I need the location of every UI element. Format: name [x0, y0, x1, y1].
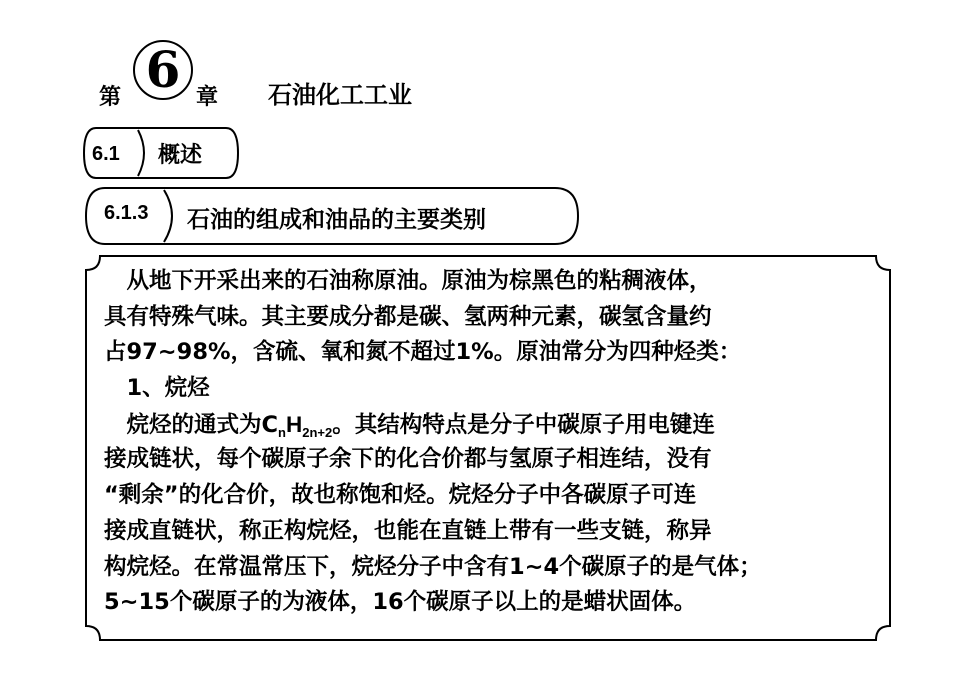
formula-subscript-n: n: [278, 424, 286, 440]
formula-suffix: 。其结构特点是分子中碳原子用电键连: [332, 411, 715, 438]
body-line-5: [104, 407, 904, 443]
body-line-7: “剩余”的化合价，故也称饱和烃。烷烃分子中各碳原子可连: [104, 482, 697, 509]
body-line-6: 接成链状，每个碳原子余下的化合价都与氢原子相连结，没有: [104, 446, 712, 473]
section-number: 6.1: [92, 143, 120, 165]
chapter-prefix: 第: [99, 85, 122, 110]
formula-subscript-2n2: 2n+2: [302, 424, 333, 440]
formula-hydrogen: H: [285, 411, 303, 437]
body-paragraphs: [104, 264, 904, 621]
body-line-9: 构烷烃。在常温常压下，烷烃分子中含有1~4个碳原子的是气体；: [104, 553, 762, 580]
body-line-8: 接成直链状，称正构烷烃，也能在直链上带有一些支链，称异: [104, 517, 712, 544]
chapter-number: 6: [145, 40, 181, 99]
section-number-divider: [138, 130, 144, 176]
chapter-number-circle: [133, 40, 193, 100]
body-line-1: 从地下开采出来的石油称原油。原油为棕黑色的粘稠液体，: [104, 268, 712, 294]
subsection-number-divider: [164, 190, 172, 242]
chapter-suffix: 章: [196, 85, 219, 110]
formula-prefix: 烷烃的通式为C: [104, 411, 279, 438]
body-line-4: 1、烷烃: [104, 375, 210, 402]
chapter-title: 石油化工工业: [268, 81, 412, 109]
body-line-10: 5~15个碳原子的为液体，16个碳原子以上的是蜡状固体。: [104, 589, 697, 616]
body-line-2: 具有特殊气味。其主要成分都是碳、氢两种元素，碳氢含量约: [104, 303, 712, 330]
body-line-3: 占97~98%，含硫、氧和氮不超过1%。原油常分为四种烃类：: [104, 339, 742, 366]
subsection-number: 6.1.3: [104, 202, 149, 224]
section-title: 概述: [158, 143, 203, 168]
subsection-title: 石油的组成和油品的主要类别: [187, 207, 486, 233]
